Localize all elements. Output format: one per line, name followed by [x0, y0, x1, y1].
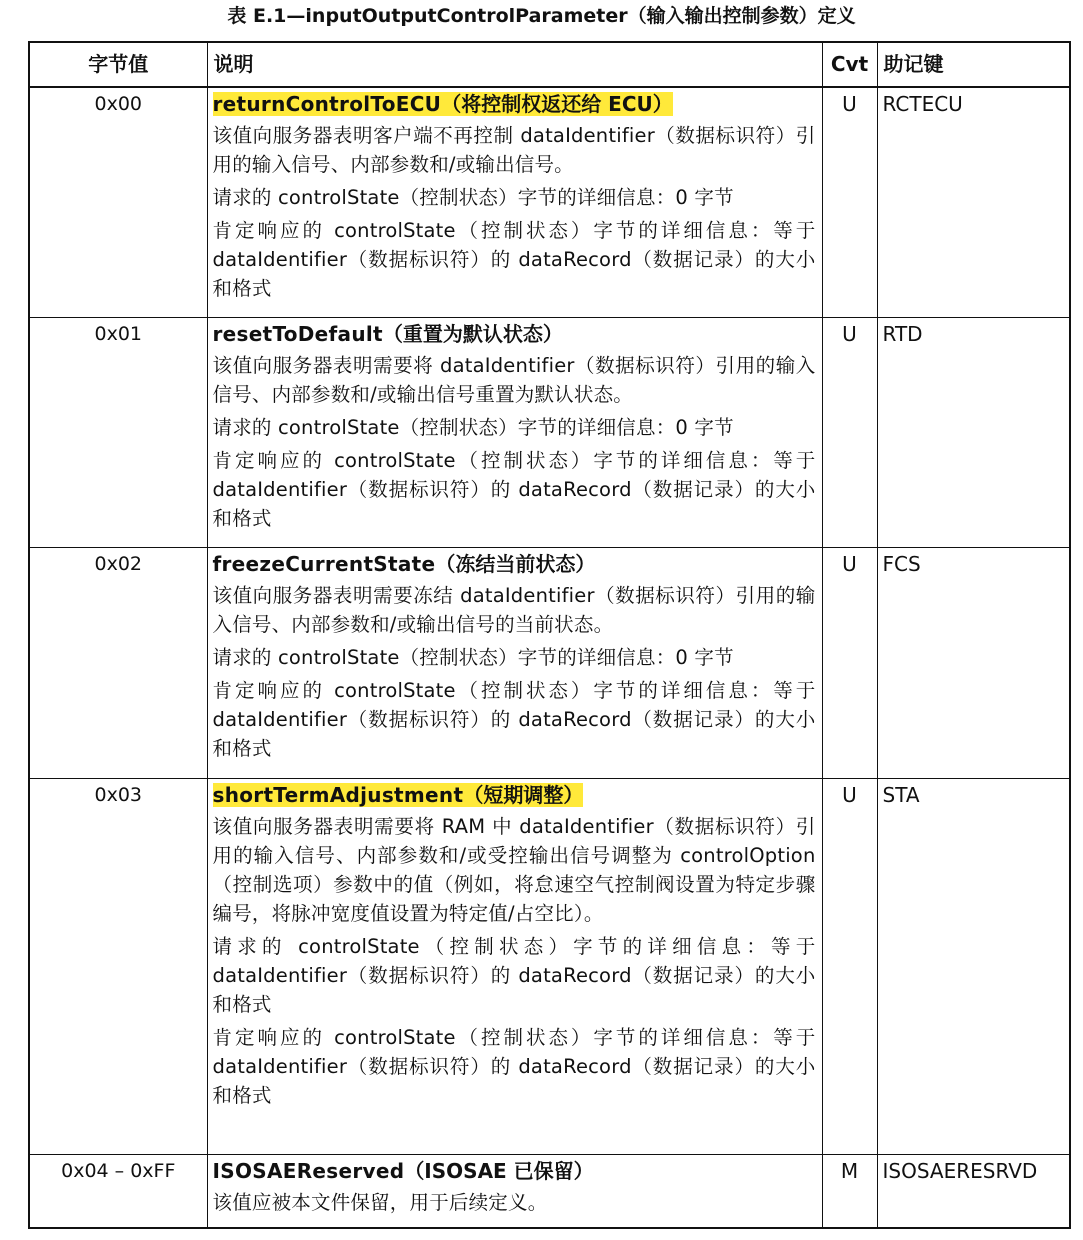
- highlight-mark: [213, 92, 673, 116]
- parameter-name: [213, 1158, 816, 1184]
- byte-value-cell: 0x04 – 0xFF: [29, 1154, 207, 1228]
- header-description: 说明: [207, 42, 822, 87]
- header-byte-value: 字节值: [29, 42, 207, 87]
- parameter-name-zh: （冻结当前状态）: [435, 551, 596, 576]
- mnemonic-cell: FCS: [877, 547, 1070, 778]
- description-cell: [207, 1154, 822, 1228]
- byte-value-cell: 0x02: [29, 547, 207, 778]
- description-paragraph: 该值向服务器表明客户端不再控制 dataIdentifier（数据标识符）引用的输入信号、内部参数和/或输出信号。: [212, 124, 816, 176]
- description-paragraph: 该值向服务器表明需要冻结 dataIdentifier（数据标识符）引用的输入信号、内部参数和/或输出信号的当前状态。: [212, 583, 816, 636]
- parameter-name-en: shortTermAdjustment: [212, 782, 464, 807]
- byte-value-cell: 0x01: [29, 317, 207, 547]
- request-detail-paragraph: 请求的 controlState（控制状态）字节的详细信息：0 字节: [212, 186, 734, 209]
- response-detail-paragraph: 肯定响应的 controlState（控制状态）字节的详细信息：等于 dataIdentifier（数据标识符）的 dataRecord（数据记录）的大小和格式: [212, 448, 816, 530]
- request-detail-paragraph: 请求的 controlState（控制状态）字节的详细信息：0 字节: [212, 415, 734, 439]
- table-header-row: [29, 42, 1070, 87]
- mnemonic-cell: ISOSAERESRVD: [877, 1154, 1070, 1228]
- parameter-name-en: returnControlToECU: [212, 92, 442, 116]
- parameter-name-zh: （短期调整）: [463, 782, 584, 807]
- response-detail-paragraph: 肯定响应的 controlState（控制状态）字节的详细信息：等于 dataIdentifier（数据标识符）的 dataRecord（数据记录）的大小和格式: [212, 678, 816, 760]
- description-cell: [207, 778, 822, 1154]
- parameter-name: [213, 321, 816, 347]
- description-cell: [207, 87, 822, 317]
- byte-value-cell: 0x00: [29, 87, 207, 317]
- cvt-cell: U: [822, 547, 877, 778]
- parameter-name-zh: （ISOSAE 已保留）: [404, 1158, 594, 1183]
- parameter-name-zh: （将控制权返还给 ECU）: [441, 92, 673, 116]
- highlight-mark: [213, 783, 584, 807]
- table-row: [29, 547, 1070, 778]
- parameter-name-zh: （重置为默认状态）: [382, 321, 563, 346]
- response-detail-paragraph: 肯定响应的 controlState（控制状态）字节的详细信息：等于 dataIdentifier（数据标识符）的 dataRecord（数据记录）的大小和格式: [212, 1025, 816, 1107]
- parameter-name: [213, 782, 816, 808]
- request-detail-paragraph: 请求的 controlState（控制状态）字节的详细信息：0 字节: [212, 645, 734, 669]
- parameter-name-en: resetToDefault: [212, 321, 383, 346]
- mnemonic-cell: RCTECU: [877, 87, 1070, 317]
- cvt-cell: U: [822, 778, 877, 1154]
- cvt-cell: M: [822, 1154, 877, 1228]
- parameter-name-en: ISOSAEReserved: [212, 1158, 405, 1183]
- table-row: [29, 317, 1070, 547]
- table-row: [29, 778, 1070, 1154]
- description-paragraph: 该值向服务器表明需要将 dataIdentifier（数据标识符）引用的输入信号、内部参数和/或输出信号重置为默认状态。: [212, 353, 816, 406]
- header-cvt: Cvt: [822, 42, 877, 87]
- description-paragraph: 该值应被本文件保留，用于后续定义。: [212, 1190, 548, 1214]
- mnemonic-cell: STA: [877, 778, 1070, 1154]
- description-cell: [207, 547, 822, 778]
- header-mnemonic: 助记键: [877, 42, 1070, 87]
- cvt-cell: U: [822, 87, 877, 317]
- cvt-cell: U: [822, 317, 877, 547]
- mnemonic-cell: RTD: [877, 317, 1070, 547]
- table-caption: 表 E.1—inputOutputControlParameter（输入输出控制参数）定义: [227, 5, 856, 27]
- parameter-name-en: freezeCurrentState: [212, 551, 436, 576]
- table-row: [29, 1154, 1070, 1228]
- description-paragraph: 该值向服务器表明需要将 RAM 中 dataIdentifier（数据标识符）引用的输入信号、内部参数和/或受控输出信号调整为 controlOption（控制选项）参数中的值（例如，将怠速空气控制阀设置为特定步骤编号，将脉冲宽度值设置为特定值/占空比）。: [212, 814, 816, 925]
- request-detail-paragraph: 请求的 controlState（控制状态）字节的详细信息：等于 dataIdentifier（数据标识符）的 dataRecord（数据记录）的大小和格式: [212, 934, 816, 1016]
- parameter-name: [213, 91, 816, 117]
- byte-value-cell: 0x03: [29, 778, 207, 1154]
- response-detail-paragraph: 肯定响应的 controlState（控制状态）字节的详细信息：等于 dataIdentifier（数据标识符）的 dataRecord（数据记录）的大小和格式: [212, 219, 816, 300]
- parameter-name: [213, 551, 816, 577]
- description-cell: [207, 317, 822, 547]
- table-row: [29, 87, 1070, 317]
- parameter-definition-table: [28, 41, 1071, 1229]
